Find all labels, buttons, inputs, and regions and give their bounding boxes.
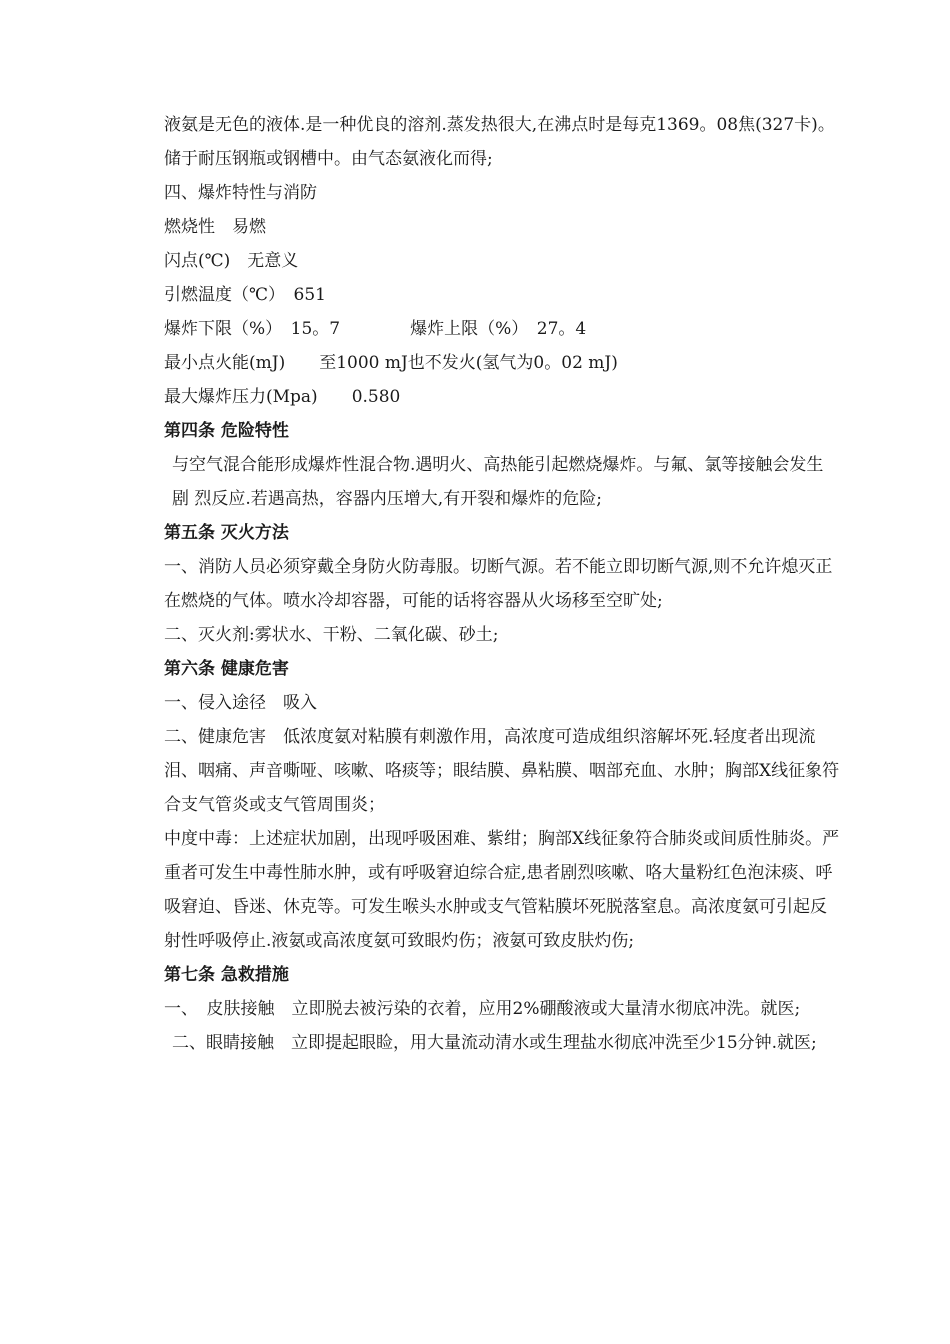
section-heading-explosion: 四、爆炸特性与消防 [164, 183, 317, 203]
article-6-paragraph-2: 二、健康危害 低浓度氨对粘膜有刺激作用，高浓度可造成组织溶解坏死.轻度者出现流泪、咽痛、声音嘶哑、咳嗽、咯痰等；眼结膜、鼻粘膜、咽部充血、水肿；胸部X线征象符合支气管炎或支气管周围炎； [164, 727, 840, 815]
document-body [128, 108, 840, 1060]
article-7-paragraph-2: 二、眼睛接触 立即提起眼睑，用大量流动清水或生理盐水彻底冲洗至少15分钟.就医; [172, 1033, 817, 1053]
ignition-temp-line: 引燃温度（℃） 651 [164, 285, 326, 305]
article-4-title: 第四条 危险特性 [164, 421, 289, 441]
max-pressure-line: 最大爆炸压力(Mpa) 0.580 [164, 387, 401, 407]
article-5-title: 第五条 灭火方法 [164, 523, 289, 543]
article-5-paragraph-1: 一、消防人员必须穿戴全身防火防毒服。切断气源。若不能立即切断气源,则不允许熄灭正在燃烧的气体。喷水冷却容器，可能的话将容器从火场移至空旷处; [164, 557, 833, 611]
flash-point-line: 闪点(℃) 无意义 [164, 251, 299, 271]
lower-limit: 爆炸下限（%） 15。7 [164, 319, 341, 339]
article-5-paragraph-2: 二、灭火剂:雾状水、干粉、二氧化碳、砂土; [164, 625, 499, 645]
article-6-paragraph-3: 中度中毒：上述症状加剧，出现呼吸困难、紫绀；胸部X线征象符合肺炎或间质性肺炎。严重者可发生中毒性肺水肿，或有呼吸窘迫综合症,患者剧烈咳嗽、咯大量粉红色泡沫痰、呼吸窘迫、昏迷、休克等。可发生喉头水肿或支气管粘膜坏死脱落窒息。高浓度氨可引起反射性呼吸停止.液氨或高浓度氨可致眼灼伤；液氨可致皮肤灼伤; [164, 829, 840, 951]
article-7-title: 第七条 急救措施 [164, 965, 289, 985]
article-6-paragraph-1: 一、侵入途径 吸入 [164, 693, 317, 713]
min-ignition-line: 最小点火能(mJ) 至1000 mJ也不发火(氢气为0。02 mJ) [164, 353, 618, 373]
intro-paragraph: 液氨是无色的液体.是一种优良的溶剂.蒸发热很大,在沸点时是每克1369。08焦(327卡)。储于耐压钢瓶或钢槽中。由气态氨液化而得; [164, 115, 835, 169]
explosion-limits-line [128, 312, 840, 346]
article-6-title: 第六条 健康危害 [164, 659, 289, 679]
article-4-text: 与空气混合能形成爆炸性混合物.遇明火、高热能引起燃烧爆炸。与氟、氯等接触会发生 剧 烈反应.若遇高热，容器内压增大,有开裂和爆炸的危险; [172, 455, 841, 509]
flammability-line: 燃烧性 易燃 [164, 217, 266, 237]
article-7-paragraph-1: 一、 皮肤接触 立即脱去被污染的衣着，应用2%硼酸液或大量清水彻底冲洗。就医; [164, 999, 801, 1019]
upper-limit: 爆炸上限（%） 27。4 [410, 319, 587, 339]
